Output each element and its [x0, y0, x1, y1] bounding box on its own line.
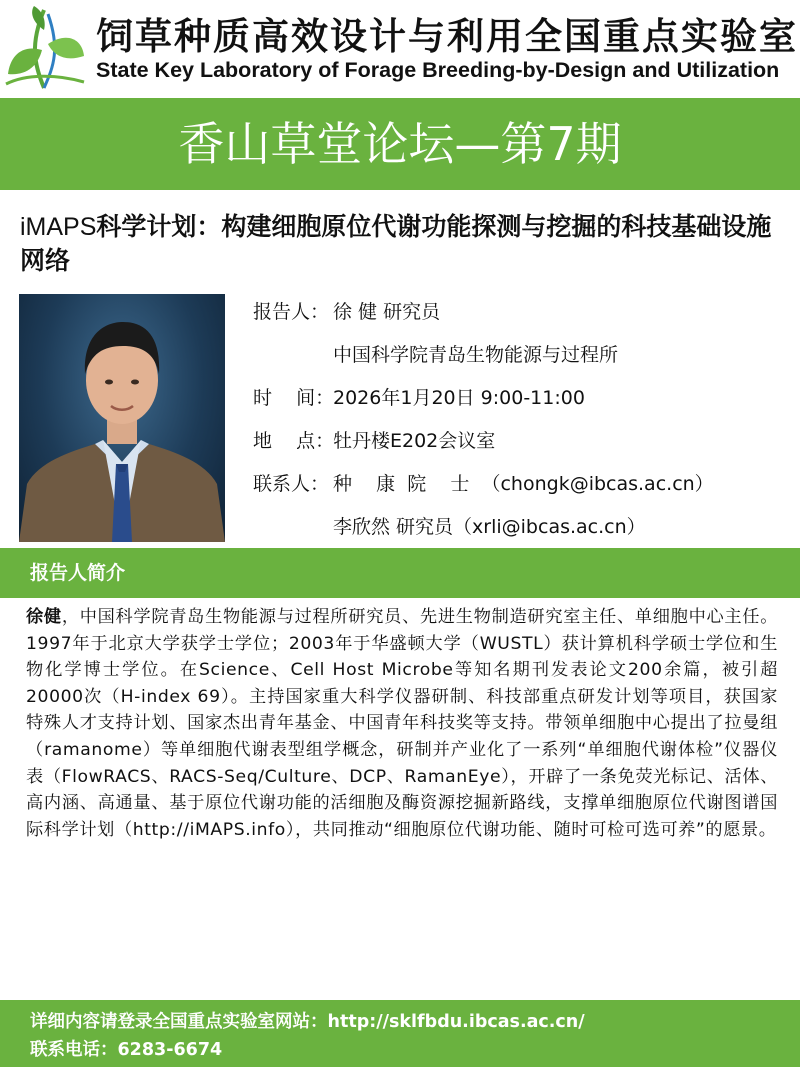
reporter-value: 徐 健 研究员: [333, 301, 441, 323]
footer-website-line: 详细内容请登录全国重点实验室网站：http://sklfbdu.ibcas.ac.cn/: [30, 1012, 585, 1032]
contact-row: [253, 468, 793, 511]
speaker-portrait-image: [19, 294, 225, 542]
bio-text: ，中国科学院青岛生物能源与过程所研究员、先进生物制造研究室主任、单细胞中心主任。1997年于北京大学获学士学位；2003年于华盛顿大学（WUSTL）获计算机科学硕士学位和生物化学博士学位。在Science、Cell Host Microbe等知名期刊发表论文200余篇，被引超20000次（H-index 69）。主持国家重大科学仪器研制、科技部重点研发计划等项目，获国家特殊人才支持计划、国家杰出青年基金、中国青年科技奖等支持。带领单细胞中心提出了拉曼组（ramanome）等单细胞代谢表型组学概念，研制并产业化了一系列“单细胞代谢体检”仪器仪表（FlowRACS、RACS-Seq/Culture、DCP、RamanEye），开辟了一条免荧光标记、活体、高内涵、高通量、基于原位代谢功能的活细胞及酶资源挖掘新路线，支撑单细胞原位代谢图谱国际科学计划（http://iMAPS.info），共同推动“细胞原位代谢功能、随时可检可选可养”的愿景。: [26, 607, 778, 840]
bio-speaker-name: 徐健: [26, 607, 62, 627]
footer-phone-line: 联系电话：6283-6674: [30, 1040, 223, 1060]
place-value: 牡丹楼E202会议室: [333, 430, 496, 452]
lab-name-cn: 饲草种质高效设计与利用全国重点实验室: [96, 14, 798, 58]
lab-name-en: State Key Laboratory of Forage Breeding-by-Design and Utilization: [96, 58, 780, 82]
speaker-info: [253, 296, 793, 554]
bio-section-heading: [0, 548, 800, 598]
forum-title: 香山草堂论坛—第7期: [178, 117, 622, 171]
bio-heading-text: 报告人简介: [30, 562, 126, 584]
speaker-bio: [26, 604, 778, 843]
lab-header: [0, 0, 800, 98]
contact-value-2: 李欣然 研究员（xrli@ibcas.ac.cn）: [333, 516, 646, 538]
talk-title-rest: 科学计划：构建细胞原位代谢功能探测与挖掘的科技基础设施网络: [20, 212, 772, 275]
footer: [0, 1000, 800, 1067]
affiliation-value: 中国科学院青岛生物能源与过程所: [333, 344, 619, 366]
time-label: 时 间：: [253, 387, 335, 409]
time-row: [253, 382, 793, 425]
place-row: [253, 425, 793, 468]
talk-title-prefix: iMAPS: [20, 213, 97, 241]
reporter-row: [253, 296, 793, 339]
contact-value-1: 种 康 院 士 （chongk@ibcas.ac.cn）: [333, 473, 714, 495]
speaker-photo: [19, 294, 225, 542]
talk-title: [20, 210, 790, 278]
reporter-label: 报告人：: [253, 301, 330, 323]
forum-banner: [0, 98, 800, 190]
place-label: 地 点：: [253, 430, 335, 452]
affiliation-row: [253, 339, 793, 382]
forage-leaf-logo-icon: [4, 4, 86, 90]
contact-label: 联系人：: [253, 473, 330, 495]
time-value: 2026年1月20日 9:00-11:00: [333, 387, 585, 409]
